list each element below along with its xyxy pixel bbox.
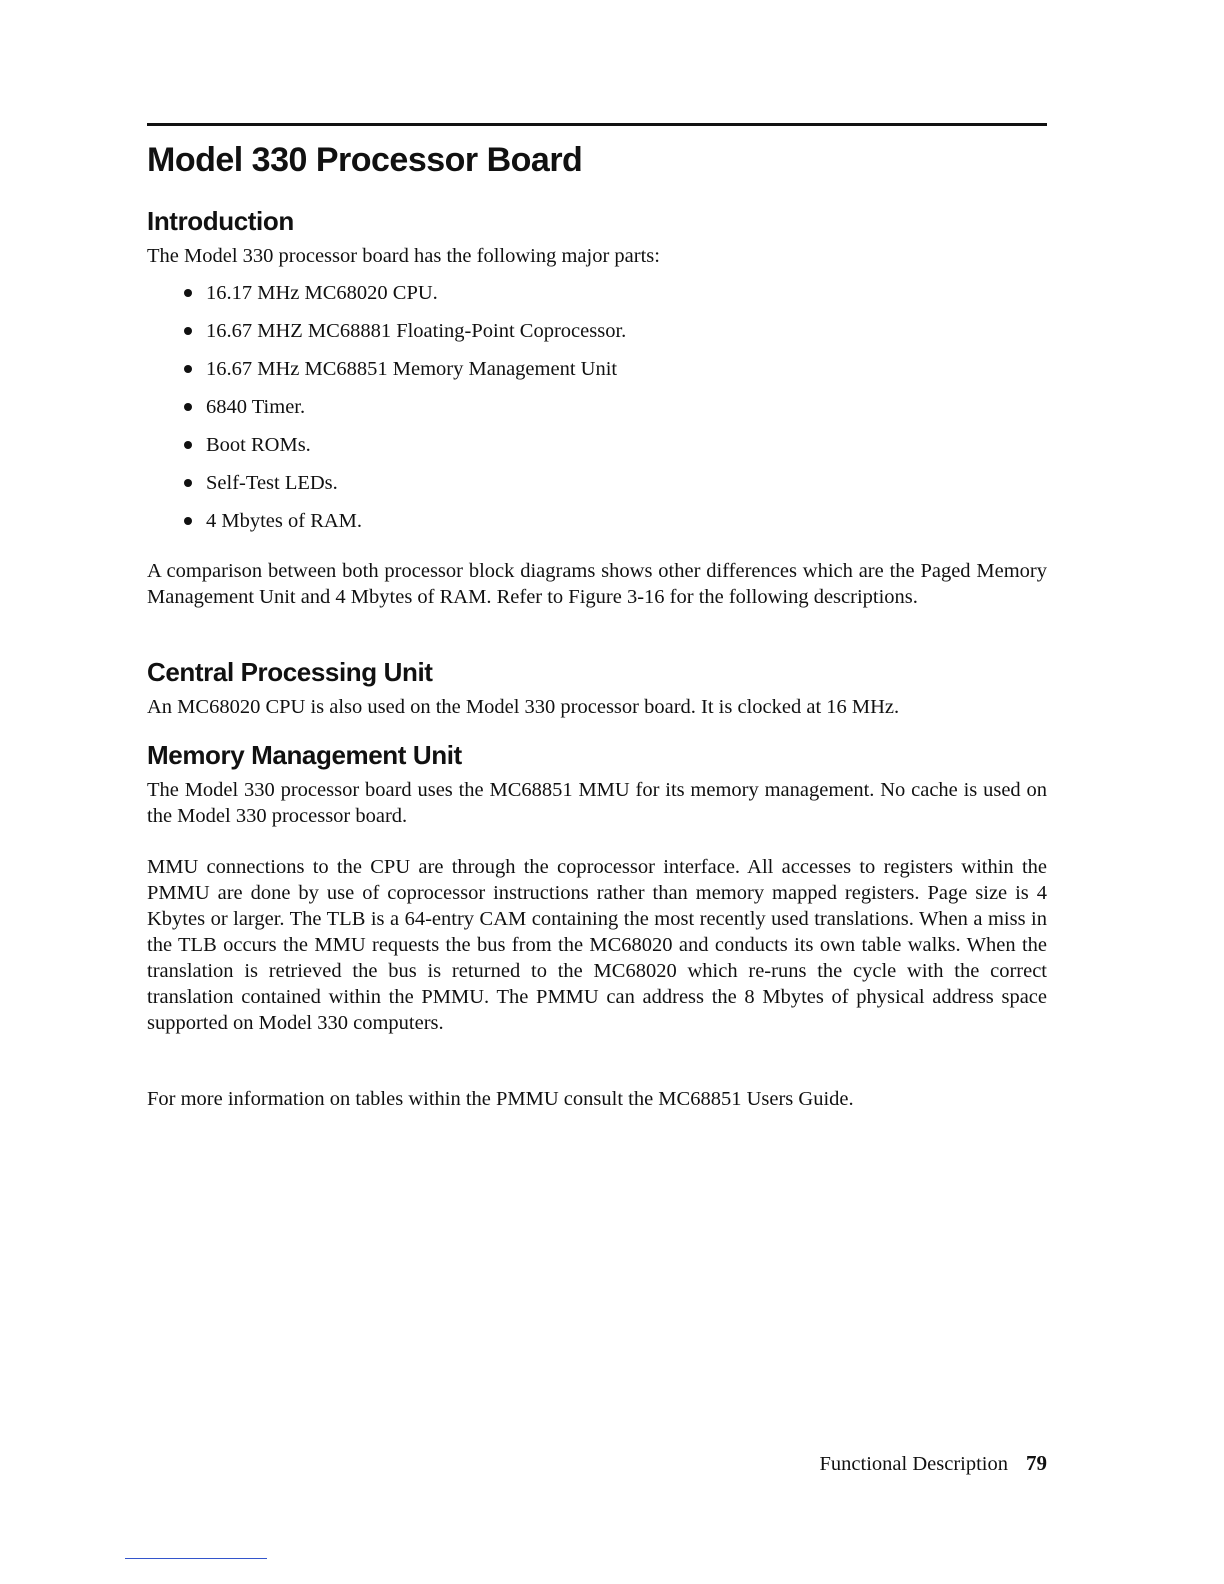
list-item: 16.67 MHZ MC68881 Floating-Point Coprocessor.: [182, 318, 626, 356]
page-title: Model 330 Processor Board: [147, 141, 583, 179]
bullet-icon: [184, 479, 192, 487]
cpu-paragraph: An MC68020 CPU is also used on the Model 330 processor board. It is clocked at 16 MHz.: [147, 696, 900, 718]
intro-lead: The Model 330 processor board has the following major parts:: [147, 245, 660, 267]
bullet-icon: [184, 441, 192, 449]
list-item: Self-Test LEDs.: [182, 470, 626, 508]
bullet-icon: [184, 517, 192, 525]
bullet-icon: [184, 365, 192, 373]
list-item: 4 Mbytes of RAM.: [182, 508, 626, 546]
page-footer: [820, 1450, 1047, 1477]
heading-cpu: Central Processing Unit: [147, 657, 433, 687]
list-item: 6840 Timer.: [182, 394, 626, 432]
comparison-paragraph: A comparison between both processor block diagrams shows other differences which are the Paged Memory Management Unit and 4 Mbytes of RAM. Refer to Figure 3-16 for the following descriptions.: [147, 560, 1047, 608]
top-rule: [147, 123, 1047, 126]
parts-list: [182, 280, 626, 546]
heading-mmu: Memory Management Unit: [147, 740, 462, 770]
list-item: Boot ROMs.: [182, 432, 626, 470]
mmu-paragraph-1: The Model 330 processor board uses the MC68851 MMU for its memory management. No cache is used on the Model 330 processor board.: [147, 779, 1047, 827]
document-page: [147, 0, 1047, 1584]
list-item: 16.67 MHz MC68851 Memory Management Unit: [182, 356, 626, 394]
bottom-divider: [125, 1558, 267, 1559]
bullet-icon: [184, 327, 192, 335]
footer-section-title: Functional Description: [819, 1453, 1008, 1475]
mmu-paragraph-3: For more information on tables within the PMMU consult the MC68851 Users Guide.: [147, 1088, 854, 1110]
list-item: 16.17 MHz MC68020 CPU.: [182, 280, 626, 318]
bullet-icon: [184, 289, 192, 297]
page-number: 79: [1026, 1451, 1047, 1475]
bullet-icon: [184, 403, 192, 411]
mmu-paragraph-2: MMU connections to the CPU are through the coprocessor interface. All accesses to registers within the PMMU are done by use of coprocessor instructions rather than memory mapped registers. Page size is 4 Kbytes or larger. The TLB is a 64-entry CAM containing the most recently used translations. When a miss in the TLB occurs the MMU requests the bus from the MC68020 and conducts its own table walks. When the translation is retrieved the bus is returned to the MC68020 which re-runs the cycle with the correct translation contained within the PMMU. The PMMU can address the 8 Mbytes of physical address space supported on Model 330 computers.: [147, 856, 1047, 1034]
heading-introduction: Introduction: [147, 206, 294, 236]
